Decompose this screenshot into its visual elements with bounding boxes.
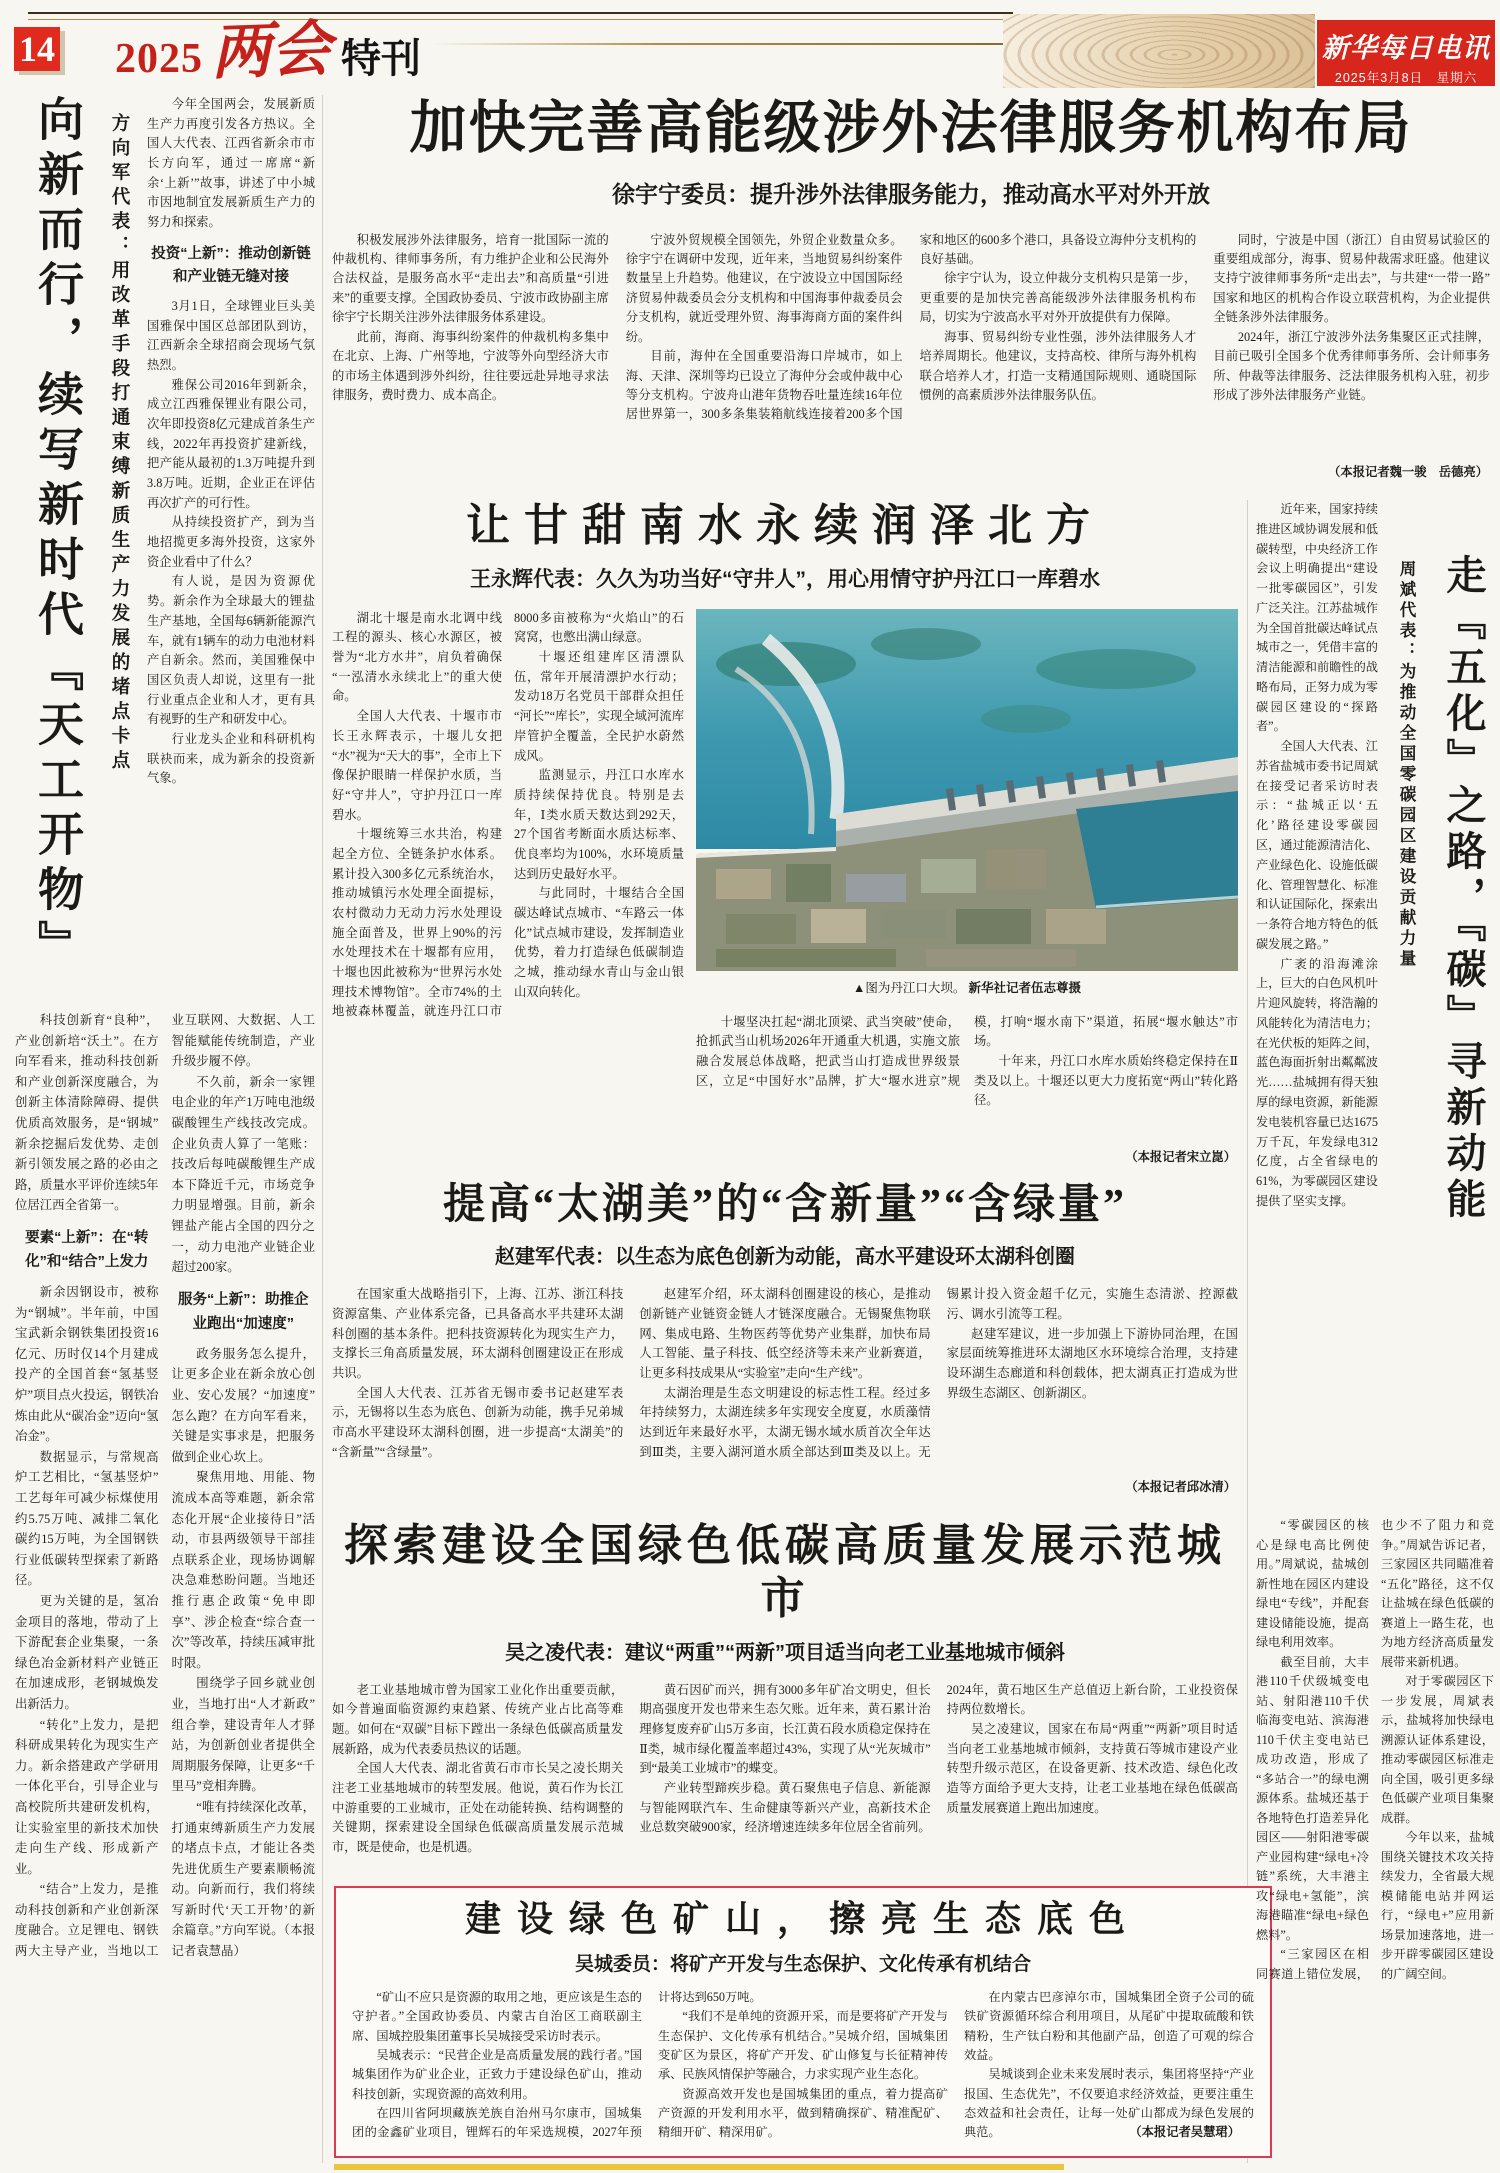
body-paragraph: 围绕学子回乡就业创业，当地打出“人才新政”组合拳，建设青年人才驿站，为创新创业者提供全周期服务保障，让更多“千里马”竞相奔腾。 (171, 1676, 315, 1794)
photo-caption-text: ▲图为丹江口大坝。 (852, 980, 966, 995)
body-paragraph: 2024年，浙江宁波涉外法务集聚区正式挂牌，目前已吸引全国多个优秀律师事务所、会计师事务所、仲裁等法律服务、泛法律服务机构入驻，初步形成了涉外法律服务产业链。 (1213, 329, 1490, 402)
article-south-water (332, 500, 1238, 1168)
body-paragraph: 吴城谈到企业未来发展时表示，集团将坚持“产业报国、生态优先”，不仅要追求经济效益，更要注重生态效益和社会责任，让每一处矿山都成为绿色发展的典范。 (964, 2067, 1254, 2140)
edition-title: 两会 (209, 15, 333, 87)
body-paragraph: 有人说，是因为资源优势。新余作为全球最大的锂盐生产基地，全国每6辆新能源汽车，就有1辆车的动力电池材料产自新余。然而，美国雅保中国区负责人却说，这里有一批行业重点企业和人才，更有具有视野的生产和研发中心。 (147, 574, 315, 727)
body-paragraph: 太湖治理是生态文明建设的标志性工程。经过多年持续努力，太湖连续多年实现安全度夏，水质藻情达到近年来最好水平，太湖无锡水域水质首次全年达到Ⅲ类，主要入湖河道水质全部达到Ⅲ类及以上。无锡累计投入资金超千亿元，实施生态清淤、控源截污、调水引流等工程。 (639, 1287, 1238, 1459)
article-body-columns (332, 231, 1490, 483)
headline-south-water: 让甘甜南水永续润泽北方 (466, 501, 1104, 550)
article-greencity (332, 1520, 1238, 1907)
body-paragraph: 新余因钢设市，被称为“钢城”。半年前，中国宝武新余钢铁集团投资16亿元、历时仅14个月建成投产的全国首套“氢基竖炉”项目点火投运，钢铁冶炼由此从“碳冶金”迈向“氢冶金”。 (15, 1285, 159, 1444)
edition-logo (115, 15, 421, 87)
body-paragraph: 全国人大代表、江苏省盐城市委书记周斌在接受记者采访时表示：“盐城正以‘五化’路径建设零碳园区，通过能源清洁化、产业绿色化、设施低碳化、管理智慧化、标准和认证国际化，探索出一条符合地方特色的低碳发展之路。” (1256, 739, 1378, 951)
body-paragraph: 3月1日，全球锂业巨头美国雅保中国区总部团队到访，江西新余全球招商会现场气氛热烈。 (147, 299, 315, 373)
body-paragraph: 老工业基地城市曾为国家工业化作出重要贡献，如今普遍面临资源约束趋紧、传统产业占比高等难题。如何在“双碳”目标下蹚出一条绿色低碳高质量发展新路，成为代表委员热议的话题。 (332, 1682, 624, 1756)
article-taihu (332, 1180, 1238, 1497)
body-paragraph: 在国家重大战略指引下，上海、江苏、浙江科技资源富集、产业体系完备，已具备高水平共建环太湖科创圈的基本条件。把科技资源转化为现实生产力，支撑长三角高质量发展，环太湖科创圈建设正在形成共识。 (332, 1287, 624, 1381)
article-body-column (1256, 500, 1378, 1504)
body-paragraph: “结合”上发力，是推动科技创新和产业创新深度融合。立足锂电、钢铁两大主导产业，当地以工业互联网、大数据、人工智能赋能传统制造，产业升级步履不停。 (15, 1013, 315, 1959)
body-paragraph: “转化”上发力，是把科研成果转化为现实生产力。新余搭建政产学研用一体化平台，引导企业与高校院所共建研发机构，让实验室里的新技术加快走向生产线、形成新产业。 (15, 1717, 159, 1876)
body-paragraph: “三家园区在相同赛道上错位发展，也少不了阻力和竞争。”周斌告诉记者，三家园区共同瞄准着“五化”路径，这不仅让盐城在绿色低碳的赛道上一路生花，也为地方经济高质量发展带来新机遇。 (1256, 1518, 1494, 1981)
headline-taihu: 提高“太湖美”的“含新量”“含绿量” (442, 1182, 1127, 1228)
body-paragraph: 近年来，国家持续推进区域协调发展和低碳转型，中央经济工作会议上明确提出“建设一批零碳园区”，引发广泛关注。江苏盐城作为全国首批碳达峰试点城市之一，凭借丰富的清洁能源和前瞻性的战略布局，正努力成为零碳园区建设的“探路者”。 (1256, 502, 1378, 734)
masthead-title: 新华每日电讯 (1322, 33, 1490, 63)
body-paragraph: 全国人大代表、江苏省无锡市委书记赵建军表示，无锡将以生态为底色、创新为动能，携手兄弟城市高水平建设环太湖科创圈，进一步提高“太湖美”的“含新量”“含绿量”。 (332, 1385, 624, 1459)
body-paragraph: 十堰坚决扛起“湖北顶梁、武当突破”使命，抢抓武当山机场2026年开通重大机遇，实施文旅融合发展总体战略，把武当山打造成世界级景区，立足“中国好水”品牌，扩大“堰水进京”规模，打响“堰水南下”渠道，拓展“堰水触达”市场。 (696, 1014, 1238, 1088)
body-paragraph: 资源高效开发也是国城集团的重点，着力提高矿产资源的开发利用水平，做到精确探矿、精准配矿、精细开矿、精深用矿。 (658, 2086, 948, 2140)
article-body-columns (15, 1010, 315, 2160)
reporter-credit: （本报记者宋立崑） (1117, 1147, 1236, 1165)
section-subhead: 投资“上新”：推动创新链和产业链无缝对接 (151, 245, 311, 285)
headline-greencity: 探索建设全国绿色低碳高质量发展示范城市 (344, 1521, 1226, 1623)
photo-caption (696, 978, 1238, 996)
body-paragraph: 更为关键的是，氢冶金项目的落地，带动了上下游配套企业集聚，一条绿色冶金新材料产业链正在加速成形，老钢城焕发出新活力。 (15, 1593, 159, 1711)
body-paragraph: 不久前，新余一家锂电企业的年产1万吨电池级碳酸锂生产线技改完成。企业负责人算了一笔账：技改后每吨碳酸锂生产成本下降近千元，市场竞争力明显增强。目前，新余锂盐产能占全国的四分之一，动力电池产业链企业超过200家。 (171, 1074, 315, 1275)
section-subhead: 服务“上新”：助推企业跑出“加速度” (178, 1291, 309, 1332)
header-ripple-graphic (1003, 14, 1315, 88)
body-paragraph: 十堰统筹三水共治，构建起全方位、全链条护水体系。累计投入300多亿元系统治水，推动城镇污水处理全面提标，农村微动力无动力污水处理设施全面普及，世界上90%的污水处理技术在十堰都有应用，十堰也因此被称为“世界污水处理技术博物馆”。全市74%的土地被森林覆盖，就连丹江口市8000多亩被称为“火焰山”的石窝窝，也憋出满山绿意。 (332, 610, 684, 1019)
article-body-columns (332, 1285, 1238, 1497)
body-paragraph: 同时，宁波是中国（浙江）自由贸易试验区的重要组成部分，海事、贸易仲裁需求旺盛。他建议支持宁波律师事务所“走出去”，与共建“一带一路”国家和地区的机构合作设立联营机构，为企业提供全链条涉外法律服务。 (1213, 232, 1490, 325)
article-xiangxin (15, 95, 315, 2163)
body-paragraph: 数据显示，与常规高炉工艺相比，“氢基竖炉”工艺每年可减少标煤使用约5.75万吨、减排二氧化碳约15万吨，为全国钢铁行业低碳转型探索了新路径。 (15, 1449, 159, 1588)
vertical-byline-zerocarbon: 周斌代表：为推动全国零碳园区建设贡献力量 (1397, 560, 1415, 970)
body-paragraph: 吴城表示：“民营企业是高质量发展的践行者。”国城集团作为矿业企业，正致力于建设绿色矿山，推动科技创新，实现资源的高效利用。 (352, 2047, 642, 2101)
body-paragraph: 行业龙头企业和科研机构联袂而来，成为新余的投资新气象。 (147, 731, 315, 786)
body-paragraph: 政务服务怎么提升，让更多企业在新余放心创业、安心发展？“加速度”怎么跑？在方向军看来，关键是实事求是，把服务做到企业心坎上。 (171, 1346, 315, 1464)
edition-suffix: 特刊 (341, 37, 421, 81)
article-legal-services (332, 96, 1490, 483)
page-number: 14 (14, 27, 60, 71)
body-paragraph: 海事、贸易纠纷专业性强，涉外法律服务人才培养周期长。他建议，支持高校、律所与海外机构联合培养人才，打造一支精通国际规则、通晓国际惯例的高素质涉外法律服务队伍。 (919, 329, 1197, 402)
body-paragraph: “唯有持续深化改革，打通束缚新质生产力发展的堵点卡点，才能让各类先进优质生产要素顺畅流动。向新而行，我们将续写新时代‘天工开物’的新余篇章。”方向军说。（本报记者袁慧晶） (171, 1799, 315, 1959)
body-paragraph: 与此同时，十堰结合全国碳达峰试点城市、“车路云一体化”试点城市建设，发挥制造业优势，着力打造绿色低碳制造之城，推动绿水青山与金山银山双向转化。 (514, 886, 684, 999)
header-gold-line (430, 43, 1005, 45)
body-paragraph: 赵建军介绍，环太湖科创圈建设的核心，是推动创新链产业链资金链人才链深度融合。无锡聚焦物联网、集成电路、生物医药等优势产业集群，加快布局人工智能、量子科技、低空经济等未来产业新赛道，让更多科技成果从“实验室”走向“生产线”。 (639, 1287, 931, 1381)
byline-greencity: 吴之凌代表：建议“两重”“两新”项目适当向老工业基地城市倾斜 (505, 1641, 1065, 1664)
body-paragraph: 在内蒙古巴彦淖尔市，国城集团全资子公司的硫铁矿资源循环综合利用项目，从尾矿中提取硫酸和铁精粉，生产钛白粉和其他副产品，创造了可观的综合效益。 (964, 1990, 1254, 2062)
body-paragraph: 吴之凌建议，国家在布局“两重”“两新”项目时适当向老工业基地城市倾斜，支持黄石等城市建设产业转型升级示范区，在设备更新、技术改造、绿色化改造等方面给予更大支持，让老工业基地在绿色低碳高质量发展赛道上跑出加速度。 (946, 1721, 1238, 1815)
article-body-column (147, 95, 315, 1000)
body-paragraph: “零碳园区的核心是绿电高比例使用。”周斌说，盐城创新性地在园区内建设绿电“专线”，并配套建设储能设施，提高绿电利用效率。 (1256, 1518, 1369, 1650)
body-paragraph: 宁波外贸规模全国领先，外贸企业数量众多。徐宇宁在调研中发现，近年来，当地贸易纠纷案件数量呈上升趋势。他建议，在宁波设立中国国际经济贸易仲裁委员会分支机构和中国海事仲裁委员会分支机构，就近受理外贸、海事海商方面的案件纠纷。 (625, 232, 903, 344)
body-paragraph: 科技创新育“良种”，产业创新培“沃土”。在方向军看来，推动科技创新和产业创新深度融合，为创新主体清除障碍、提供优质高效服务，是“钢城”新余挖掘后发优势、走创新引领发展之路的必由之路，质量水平评价连续5年位居江西全省第一。 (15, 1013, 159, 1213)
article-body-columns (696, 1013, 1238, 1159)
reporter-credit: （本报记者邱冰清） (1117, 1478, 1236, 1498)
header-rule (28, 12, 1013, 20)
vertical-headline-xiangxin: 向新而行，续写新时代『天工开物』 (32, 95, 83, 975)
body-paragraph: 积极发展涉外法律服务，培育一批国际一流的仲裁机构、律师事务所，有力维护企业和公民海外合法权益，是服务高水平“走出去”和高质量“引进来”的重要支撑。全国政协委员、宁波市政协副主席徐宇宁长期关注涉外法律服务体系建设。 (332, 232, 609, 325)
article-body-columns (1256, 1516, 1494, 2156)
body-paragraph: 此前，海商、海事纠纷案件的仲裁机构多集中在北京、上海、广州等地，宁波等外向型经济大市的市场主体遇到涉外纠纷，往往要远赴异地寻求法律服务，费时费力、成本高企。 (332, 329, 609, 402)
byline-green-mine: 吴城委员：将矿产开发与生态保护、文化传承有机结合 (574, 1954, 1031, 1976)
article-zerocarbon (1256, 500, 1494, 2163)
body-paragraph: 全国人大代表、湖北省黄石市市长吴之凌长期关注老工业基地城市的转型发展。他说，黄石作为长江中游重要的工业城市，正处在动能转换、结构调整的关键期，探索建设全国绿色低碳高质量发展示范城市，既是使命，也是机遇。 (332, 1761, 624, 1854)
subhead-legal-services: 徐宇宁委员：提升涉外法律服务能力，推动高水平对外开放 (612, 180, 1210, 207)
headline-green-mine: 建设绿色矿山，擦亮生态底色 (464, 1899, 1141, 1939)
body-paragraph: 全国人大代表、十堰市市长王永辉表示，十堰儿女把“水”视为“天大的事”，全市上下像保护眼睛一样保护水质，当好“守井人”，守护丹江口一库碧水。 (332, 709, 502, 822)
body-paragraph: 十年来，丹江口水库水质始终稳定保持在Ⅱ类及以上。十堰还以更大力度拓宽“两山”转化路径。 (974, 1054, 1238, 1108)
body-paragraph: 广袤的沿海滩涂上，巨大的白色风机叶片迎风旋转，将浩瀚的风能转化为清洁电力；在光伏板的矩阵之间，蓝色海面折射出粼粼波光……盐城拥有得天独厚的绿电资源，新能源发电装机容量已达1675万千瓦，年发绿电312亿度，占全省绿电的61%，为零碳园区建设提供了坚实支撑。 (1256, 956, 1378, 1208)
reporter-credit: （本报记者魏一骏 岳德亮） (1320, 463, 1488, 482)
body-paragraph: 在四川省阿坝藏族羌族自治州马尔康市，国城集团的金鑫矿业项目，锂辉石的年采选规模，2027年预计将达到650万吨。 (352, 1990, 762, 2140)
headline-legal-services: 加快完善高能级涉外法律服务机构布局 (409, 97, 1413, 160)
body-paragraph: 十堰还组建库区清漂队伍，常年开展清漂护水行动；发动18万名党员干部群众担任“河长”“库长”，实现全域河流库岸管护全覆盖，全民护水蔚然成风。 (514, 650, 684, 763)
body-paragraph: 截至目前，大丰港110千伏级城变电站、射阳港110千伏临海变电站、滨海港110千伏主变电站已成功改造，形成了“多站合一”的绿电溯源体系。盐城还基于各地特色打造差异化园区——射阳港零碳产业园构建“绿电+冷链”系统，大丰港主攻“绿电+氢能”，滨海港瞄准“绿电+绿色燃料”。 (1256, 1654, 1369, 1942)
photo-caption-credit: 新华社记者伍志尊摄 (968, 980, 1081, 995)
body-paragraph: 对于零碳园区下一步发展，周斌表示，盐城将加快绿电溯源认证体系建设，推动零碳园区标准走向全国，吸引更多绿色低碳产业项目集聚成群。 (1381, 1674, 1494, 1825)
body-paragraph: 从持续投资扩产，到为当地招揽更多海外投资，这家外资企业看中了什么？ (147, 515, 315, 569)
article-body-columns (332, 1681, 1238, 1907)
column-divider-left (322, 95, 323, 2163)
byline-south-water: 王永辉代表：久久为功当好“守井人”，用心用情守护丹江口一库碧水 (470, 567, 1100, 591)
article-body-columns (352, 1988, 1254, 2150)
vertical-byline-xiangxin: 方向军代表：用改革手段打通束缚新质生产力发展的堵点卡点 (110, 113, 131, 775)
body-paragraph: 目前，海仲在全国重要沿海口岸城市，如上海、天津、深圳等均已设立了海仲分会或仲裁中心等分支机构。宁波舟山港年货物吞吐量连续16年位居世界第一，300多条集装箱航线连接着200多个国家和地区的600多个港口，具备设立海仲分支机构的良好基础。 (625, 232, 1197, 422)
article-body-columns (332, 609, 684, 1165)
article-green-mine-box (334, 1886, 1272, 2158)
body-paragraph: “我们不是单纯的资源开采，而是要将矿产开发与生态保护、文化传承有机结合。”吴城介绍，国城集团变矿区为景区，将矿产开发、矿山修复与长征精神传承、民族风情保护等融合，力求实现产业生态化。 (658, 2009, 948, 2082)
section-subhead: 要素“上新”：在“转化”和“结合”上发力 (25, 1229, 149, 1270)
body-paragraph: 雅保公司2016年到新余，成立江西雅保锂业有限公司，次年即投资8亿元建成首条生产线，2022年再投资扩建新线，把产能从最初的1.3万吨提升到3.8万吨。近期，企业正在评估再次扩产的可行性。 (147, 377, 315, 510)
dam-photo-figure (696, 609, 1238, 996)
body-paragraph: 徐宇宁认为，设立仲裁分支机构只是第一步，更重要的是加快完善高能级涉外法律服务机构布局，切实为宁波高水平对外开放提供有力保障。 (919, 271, 1197, 325)
reporter-credit: （本报记者吴慧珺） (1121, 2123, 1240, 2142)
masthead (1317, 20, 1495, 86)
danjiangkou-dam-photo (696, 609, 1238, 971)
body-paragraph: 湖北十堰是南水北调中线工程的源头、核心水源区，被誉为“北方水井”，肩负着确保“一泓清水永续北上”的重大使命。 (332, 610, 502, 704)
body-paragraph: “矿山不应只是资源的取用之地，更应该是生态的守护者。”全国政协委员、内蒙古自治区工商联副主席、国城控股集团董事长吴城接受采访时表示。 (352, 1990, 642, 2043)
bottom-gold-bar (334, 2164, 1064, 2170)
body-paragraph: 黄石因矿而兴，拥有3000多年矿冶文明史，但长期高强度开发也带来生态欠账。近年来，黄石累计治理修复废弃矿山5万多亩，长江黄石段水质稳定保持在Ⅱ类，城市绿化覆盖率超过43%，实现了从“光灰城市”到“最美工业城市”的蝶变。 (639, 1682, 931, 1776)
body-paragraph: 监测显示，丹江口水库水质持续保持优良。特别是去年，Ⅰ类水质天数达到292天，27个国省考断面水质达标率、优良率均为100%，水环境质量达到历史最好水平。 (514, 768, 684, 881)
vertical-headline-zerocarbon: 走『五化』之路，『碳』寻新动能 (1441, 554, 1486, 1224)
edition-year: 2025 (115, 36, 203, 82)
masthead-date: 2025年3月8日 星期六 (1334, 71, 1478, 85)
byline-taihu: 赵建军代表：以生态为底色创新为动能，高水平建设环太湖科创圈 (495, 1246, 1075, 1269)
body-paragraph: 今年全国两会，发展新质生产力再度引发各方热议。全国人大代表、江西省新余市市长方向军，通过一席席“新余‘上新’”故事，讲述了中小城市因地制宜发展新质生产力的努力和探索。 (147, 97, 315, 230)
body-paragraph: 聚焦用地、用能、物流成本高等难题，新余常态化开展“企业接待日”活动，市县两级领导干部挂点联系企业，现场协调解决急难愁盼问题。当地还推行惠企政策“免申即享”、涉企检查“综合查一次”等改革，持续压减审批时限。 (171, 1470, 315, 1670)
body-paragraph: 今年以来，盐城围绕关键技术攻关持续发力，全省最大规模储能电站并网运行，“绿电+”应用新场景加速落地，进一步开辟零碳园区建设的广阔空间。 (1381, 1830, 1494, 1981)
body-paragraph: 产业转型蹄疾步稳。黄石聚焦电子信息、新能源与智能网联汽车、生命健康等新兴产业，高新技术企业总数突破900家，经济增速连续多年位居全省前列。2024年，黄石地区生产总值迈上新台阶，工业投资保持两位数增长。 (639, 1682, 1238, 1835)
body-paragraph: 赵建军建议，进一步加强上下游协同治理，在国家层面统筹推进环太湖地区水环境综合治理，支持建设环湖生态廊道和科创载体，把太湖真正打造成为世界级生态湖区、创新湖区。 (946, 1326, 1238, 1400)
